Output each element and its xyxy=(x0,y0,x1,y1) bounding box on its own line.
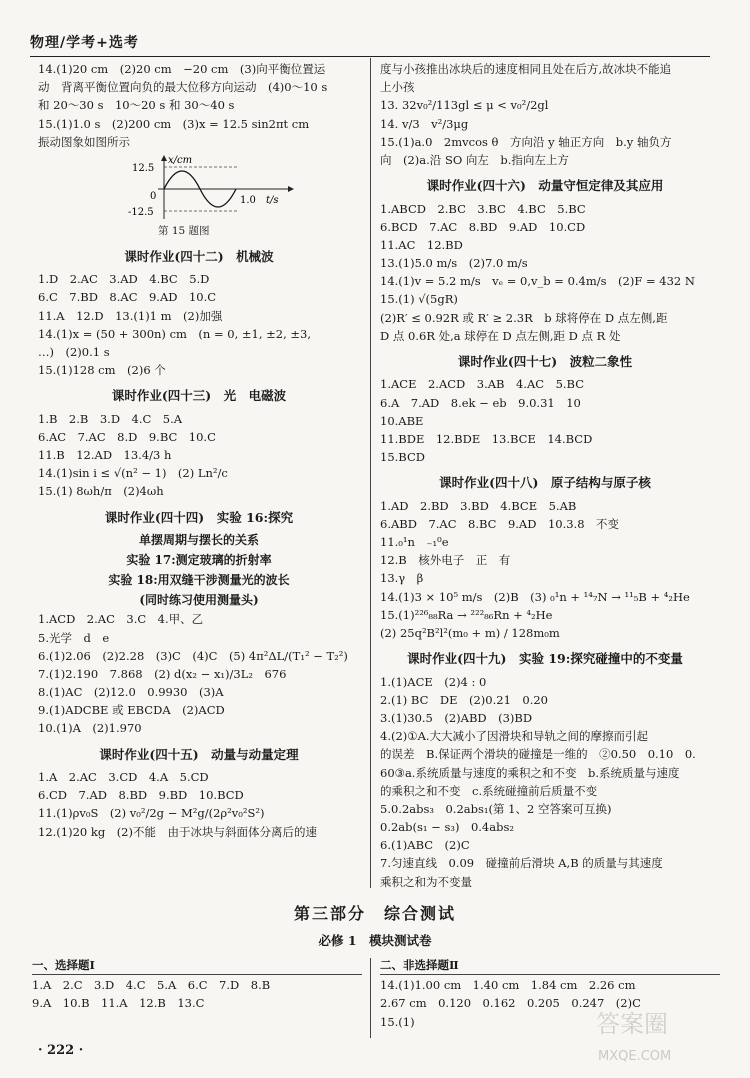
answer-line: 15.(1)128 cm (2)6 个 xyxy=(38,363,166,378)
part-title: 第三部分 综合测试 xyxy=(293,904,456,923)
vibration-graph xyxy=(128,153,298,223)
answer-line: 和 20～30 s 10～20 s 和 30～40 s xyxy=(38,98,235,113)
answer-line: 上小孩 xyxy=(380,80,415,95)
answer-line: 度与小孩推出冰块后的速度相同且处在后方,故冰块不能追 xyxy=(380,62,672,76)
answer-line: 1.AD 2.BD 3.BD 4.BCE 5.AB xyxy=(380,498,577,513)
answer-line: 6.AC 7.AC 8.D 9.BC 10.C xyxy=(38,429,216,444)
answer-line: 6.BCD 7.AC 8.BD 9.AD 10.CD xyxy=(380,219,586,234)
choice-answers xyxy=(32,958,362,1015)
answer-line: 9.(1)ADCBE 或 EBCDA (2)ACD xyxy=(38,703,225,718)
graph-tick-negative: -12.5 xyxy=(128,206,154,218)
section-title: 课时作业(四十三) 光 电磁波 xyxy=(111,388,287,404)
section-subtitle: (同时练习使用测量头) xyxy=(139,592,259,607)
answer-line: 6.ABD 7.AC 8.BC 9.AD 10.3.8 不变 xyxy=(380,516,620,531)
answer-line: (2) 25q²B²l²(m₀ + m) / 128m₀m xyxy=(380,625,560,640)
section-49 xyxy=(380,651,710,890)
answer-line: 9.A 10.B 11.A 12.B 13.C xyxy=(32,996,205,1011)
q14-15-answers xyxy=(38,62,360,150)
answer-line: 3.(1)30.5 (2)ABD (3)BD xyxy=(380,710,533,725)
section-title: 课时作业(四十四) 实验 16:探究 xyxy=(104,509,294,525)
bottom-column-divider xyxy=(370,958,371,1038)
answer-line: (2)R′ ≤ 0.92R 或 R′ ≥ 2.3R b 球将停在 D 点左侧,距 xyxy=(380,310,668,325)
section-46 xyxy=(380,178,710,344)
answer-line: 14.(1)3 × 10⁵ m/s (2)B (3) ₀¹n + ¹⁴₇N → ¹¹₅B + ⁴₂He xyxy=(380,589,690,604)
answer-line: 11.B 12.AD 13.4/3 h xyxy=(38,448,172,463)
answer-line: 12.(1)20 kg (2)不能 由于冰块与斜面体分离后的速 xyxy=(38,824,317,839)
answer-line: 14.(1)v = 5.2 m/s vₑ = 0,v_b = 0.4m/s (2)F = 432 N xyxy=(380,274,695,289)
graph-tick-origin: 0 xyxy=(150,190,157,202)
answer-line: 1.A 2.AC 3.CD 4.A 5.CD xyxy=(38,770,209,785)
section-subtitle: 单摆周期与摆长的关系 xyxy=(138,533,259,548)
answer-line: 10.ABE xyxy=(380,413,424,428)
watermark-url: MXQE.COM xyxy=(598,1049,672,1064)
answer-line: 1.A 2.C 3.D 4.C 5.A 6.C 7.D 8.B xyxy=(32,978,271,993)
answer-line: 2.67 cm 0.120 0.162 0.205 0.247 (2)C xyxy=(380,996,641,1011)
x-axis-arrow xyxy=(161,155,167,161)
answer-line: 13.(1)5.0 m/s (2)7.0 m/s xyxy=(380,256,528,271)
section-42 xyxy=(38,249,360,379)
column-divider xyxy=(370,58,371,888)
choice-heading: 一、选择题Ⅰ xyxy=(32,958,362,975)
answer-line: 1.ABCD 2.BC 3.BC 4.BC 5.BC xyxy=(380,201,586,216)
answer-line: 15.BCD xyxy=(380,450,425,465)
answer-line: 1.ACD 2.AC 3.C 4.甲、乙 xyxy=(38,612,204,627)
answer-line: 15.(1) √(5gR) xyxy=(380,292,458,307)
answer-line: 7.匀速直线 0.09 碰撞前后滑块 A,B 的质量与其速度 xyxy=(380,856,663,871)
answer-line: 6.A 7.AD 8.ek − eb 9.0.31 10 xyxy=(380,395,581,410)
answer-line: 6.(1)2.06 (2)2.28 (3)C (4)C (5) 4π²ΔL/(T₁² − T₂²) xyxy=(38,648,348,663)
answer-line: 15.(1)a.0 2mvcos θ 方向沿 y 轴正方向 b.y 轴负方 xyxy=(380,134,672,149)
answer-line: 15.(1) xyxy=(380,1014,415,1029)
right-column xyxy=(380,62,710,893)
answer-line: 11.₀¹n ₋₁⁰e xyxy=(380,535,449,550)
left-column xyxy=(38,62,360,843)
answer-line: 14.(1)1.00 cm 1.40 cm 1.84 cm 2.26 cm xyxy=(380,978,636,993)
section-title: 课时作业(四十八) 原子结构与原子核 xyxy=(439,475,651,491)
answer-line: 13.γ β xyxy=(380,571,424,586)
answer-line: 6.C 7.BD 8.AC 9.AD 10.C xyxy=(38,290,217,305)
t-axis-arrow xyxy=(288,186,294,192)
section-43 xyxy=(38,388,360,499)
answer-line: 8.(1)AC (2)12.0 0.9930 (3)A xyxy=(38,685,224,700)
answer-line: 5.0.2abs₃ 0.2abs₁(第 1、2 空答案可互换) xyxy=(380,801,612,816)
section-title: 课时作业(四十六) 动量守恒定律及其应用 xyxy=(426,178,664,194)
answer-line: 4.(2)①A.大大减小了因滑块和导轨之间的摩擦而引起 xyxy=(380,729,649,744)
header-rule xyxy=(30,56,710,57)
answer-line: 11.AC 12.BD xyxy=(380,237,463,252)
section-subtitle: 实验 17:测定玻璃的折射率 xyxy=(126,552,272,567)
answer-line: 14.(1)20 cm (2)20 cm −20 cm (3)向平衡位置运 xyxy=(38,62,326,76)
figure-caption: 第 15 题图 xyxy=(158,224,210,237)
section-title: 课时作业(四十七) 波粒二象性 xyxy=(457,353,633,369)
section-title: 课时作业(四十九) 实验 19:探究碰撞中的不变量 xyxy=(407,651,683,667)
non-choice-heading: 二、非选择题Ⅱ xyxy=(380,958,720,975)
page-header: 物理/学考+选考 xyxy=(30,35,139,51)
answer-line: 5.光学 d e xyxy=(38,630,110,645)
answer-line: 14. v/3 v²/3μg xyxy=(380,116,469,131)
answer-line: 1.B 2.B 3.D 4.C 5.A xyxy=(38,411,183,426)
section-title: 课时作业(四十二) 机械波 xyxy=(124,248,274,264)
answer-line: 14.(1)x = (50 + 300n) cm (n = 0, ±1, ±2, ±3, xyxy=(38,326,312,341)
graph-y-label: x/cm xyxy=(168,154,193,166)
answer-line: 10.(1)A (2)1.970 xyxy=(38,721,142,736)
answer-line: 2.(1) BC DE (2)0.21 0.20 xyxy=(380,692,548,707)
answer-line: …) (2)0.1 s xyxy=(38,344,110,359)
section-subtitle: 实验 18:用双缝干涉测量光的波长 xyxy=(108,572,290,587)
answer-line: 1.ACE 2.ACD 3.AB 4.AC 5.BC xyxy=(380,377,585,392)
answer-line: 15.(1) 8ωh/π (2)4ωh xyxy=(38,484,164,499)
answer-line: D 点 0.6R 处,a 球停在 D 点左侧,距 D 点 R 处 xyxy=(380,328,621,343)
answer-line: 振动图象如图所示 xyxy=(38,134,130,149)
answer-line: 13. 32v₀²/113gl ≤ μ < v₀²/2gl xyxy=(380,98,549,113)
graph-tick-t: 1.0 xyxy=(240,194,256,206)
answer-line: 向 (2)a.沿 SO 向左 b.指向左上方 xyxy=(380,152,569,167)
answer-line: 乘积之和为不变量 xyxy=(380,874,472,889)
answer-line: 7.(1)2.190 7.868 (2) d(x₂ − x₁)/3L₂ 676 xyxy=(38,666,287,681)
answer-line: 11.(1)ρv₀S (2) v₀²/2g − M²g/(2ρ²v₀²S²) xyxy=(38,806,265,821)
module-title: 必修 1 模块测试卷 xyxy=(318,933,432,948)
answer-line: 的乘积之和不变 c.系统碰撞前后质量不变 xyxy=(380,783,598,798)
answer-line: 15.(1)1.0 s (2)200 cm (3)x = 12.5 sin2πt cm xyxy=(38,116,310,131)
answer-line: 12.B 核外电子 正 有 xyxy=(380,553,511,568)
answer-line: 0.2ab(s₁ − s₃) 0.4abs₂ xyxy=(380,820,514,835)
q12-15-continued xyxy=(380,62,710,168)
answer-line: 14.(1)sin i ≤ √(n² − 1) (2) Ln²/c xyxy=(38,466,228,481)
answer-line: 1.(1)ACE (2)4 : 0 xyxy=(380,674,487,689)
watermark-text: 答案圈 xyxy=(596,1010,668,1038)
watermark-logo xyxy=(586,1002,736,1072)
answer-line: 11.A 12.D 13.(1)1 m (2)加强 xyxy=(38,308,223,323)
graph-t-label: t/s xyxy=(266,194,279,206)
section-45 xyxy=(38,747,360,840)
page-number: · 222 · xyxy=(38,1043,84,1058)
answer-line: 动 背离平衡位置向负的最大位移方向运动 (4)0～10 s xyxy=(38,80,328,95)
answer-line: 6.CD 7.AD 8.BD 9.BD 10.BCD xyxy=(38,788,244,803)
graph-tick-positive: 12.5 xyxy=(132,162,155,174)
section-title: 课时作业(四十五) 动量与动量定理 xyxy=(99,746,299,762)
answer-line: 1.D 2.AC 3.AD 4.BC 5.D xyxy=(38,272,210,287)
section-47 xyxy=(380,354,710,465)
answer-line: 的误差 B.保证两个滑块的碰撞是一维的 ②0.50 0.10 0. xyxy=(380,747,696,762)
answer-line: 11.BDE 12.BDE 13.BCE 14.BCD xyxy=(380,431,593,446)
section-48 xyxy=(380,475,710,641)
answer-line: 15.(1)²²⁶₈₈Ra → ²²²₈₆Rn + ⁴₂He xyxy=(380,607,553,622)
answer-line: 60③a.系统质量与速度的乘积之和不变 b.系统质量与速度 xyxy=(380,765,680,780)
section-44 xyxy=(38,510,360,737)
answer-line: 6.(1)ABC (2)C xyxy=(380,838,470,853)
